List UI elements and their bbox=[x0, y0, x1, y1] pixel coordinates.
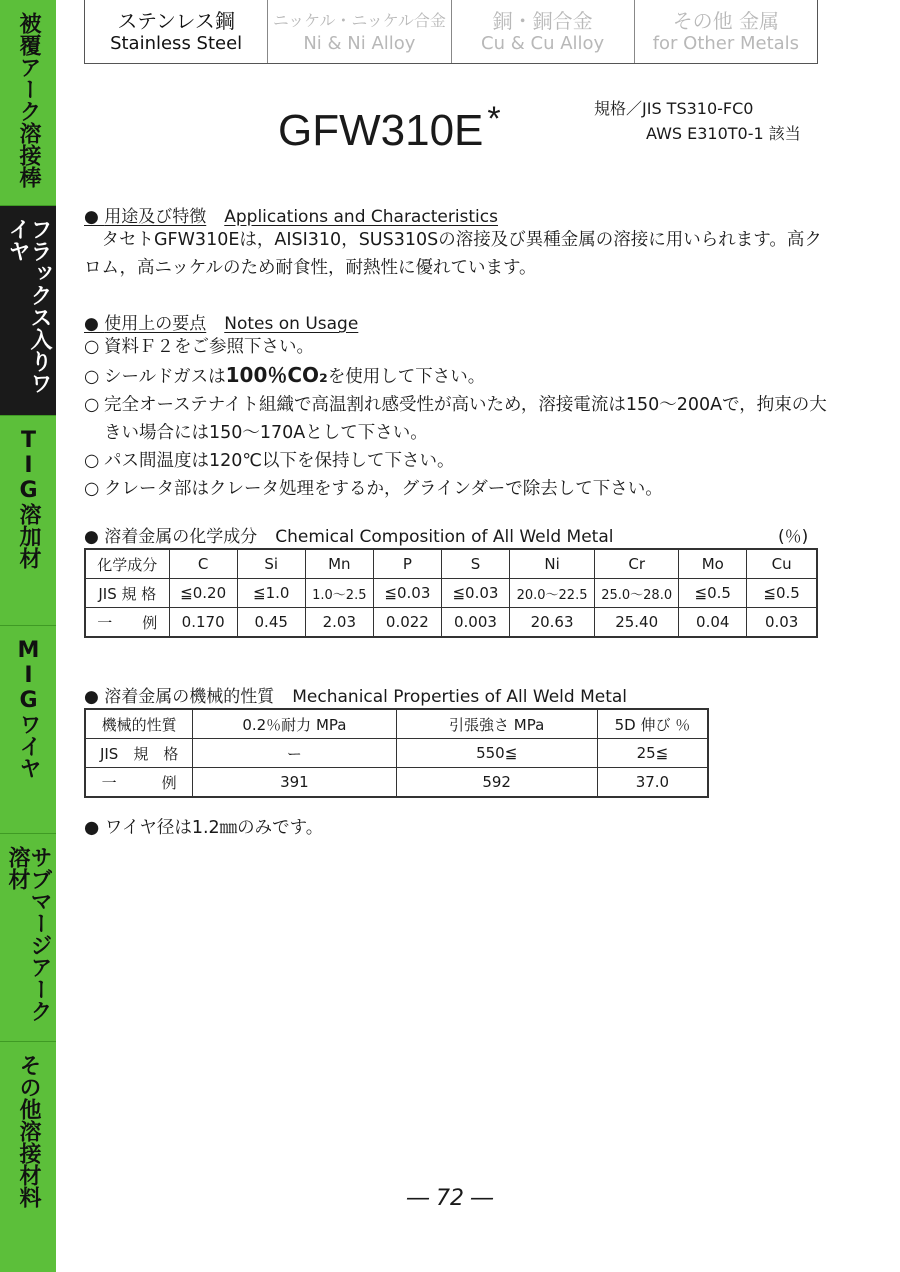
header-cell: 0.2％耐力 MPa bbox=[193, 709, 396, 739]
tab-other-metals[interactable] bbox=[635, 0, 817, 63]
header-cell: 5D 伸び ％ bbox=[597, 709, 708, 739]
row-label: JIS 規 格 bbox=[85, 739, 193, 768]
sidebar-tab-flux-cored-wire[interactable]: フラックス入りワイヤ bbox=[0, 206, 56, 416]
sidebar-tab-covered-electrode[interactable]: 被覆アーク溶接棒 bbox=[0, 0, 56, 206]
header-cell: Si bbox=[237, 549, 305, 579]
applications-text: タセトGFW310Eは，AISI310，SUS310Sの溶接及び異種金属の溶接に用いられます。高クロム，高ニッケルのため耐食性，耐熱性に優れています。 bbox=[84, 230, 822, 278]
row-label: 一 例 bbox=[85, 608, 169, 638]
table-cell: ≦0.03 bbox=[441, 579, 509, 608]
header-cell: Ni bbox=[510, 549, 595, 579]
header-cell: 化学成分 bbox=[85, 549, 169, 579]
tab-label-jp: 銅・銅合金 bbox=[492, 8, 593, 33]
header-cell: 引張強さ MPa bbox=[396, 709, 597, 739]
notes-heading: ● 使用上の要点 Notes on Usage bbox=[84, 314, 359, 334]
note-item: ○ シールドガスは100％CO₂を使用して下さい。 bbox=[84, 361, 834, 391]
tab-label-jp: ステンレス鋼 bbox=[117, 8, 235, 33]
tab-label-en: Cu & Cu Alloy bbox=[481, 32, 605, 54]
product-title bbox=[278, 100, 501, 156]
sidebar-tab-mig-wire[interactable]: MIGワイヤ bbox=[0, 626, 56, 834]
table-cell: ≦0.5 bbox=[679, 579, 747, 608]
table-row bbox=[85, 739, 708, 768]
table-cell: 0.45 bbox=[237, 608, 305, 638]
wire-diameter-note: ● ワイヤ径は1.2㎜のみです。 bbox=[84, 818, 324, 838]
header-cell: S bbox=[441, 549, 509, 579]
sidebar-tab-other-materials[interactable]: その他溶接材料 bbox=[16, 1054, 41, 1208]
chemical-table bbox=[84, 548, 818, 638]
table-header-row bbox=[85, 709, 708, 739]
table-cell: ≦1.0 bbox=[237, 579, 305, 608]
table-cell: 20.0～22.5 bbox=[510, 579, 595, 608]
note-item: ○ パス間温度は120℃以下を保持して下さい。 bbox=[84, 447, 834, 475]
tab-label-jp: その他 金属 bbox=[672, 8, 780, 33]
table-cell: 20.63 bbox=[510, 608, 595, 638]
product-mark: * bbox=[487, 100, 501, 138]
header-cell: P bbox=[373, 549, 441, 579]
applications-heading: ● 用途及び特徴 Applications and Characteristics bbox=[84, 207, 498, 227]
table-cell: ≦0.20 bbox=[169, 579, 237, 608]
mechanical-table bbox=[84, 708, 709, 798]
tab-label-en: for Other Metals bbox=[652, 32, 800, 54]
table-cell: 391 bbox=[193, 768, 396, 798]
table-row bbox=[85, 768, 708, 798]
header-cell: Mn bbox=[305, 549, 373, 579]
table-header-row bbox=[85, 549, 817, 579]
header-cell: Cu bbox=[747, 549, 817, 579]
sidebar-tab-tig-filler[interactable]: TIG溶加材 bbox=[0, 416, 56, 626]
table-cell: 25.0～28.0 bbox=[595, 579, 679, 608]
table-cell: 25.40 bbox=[595, 608, 679, 638]
table-cell: 25≦ bbox=[597, 739, 708, 768]
table-cell: ≦0.03 bbox=[373, 579, 441, 608]
tab-stainless-steel[interactable] bbox=[85, 0, 268, 63]
notes-list bbox=[84, 333, 834, 503]
table-cell: 37.0 bbox=[597, 768, 708, 798]
table-cell: 0.003 bbox=[441, 608, 509, 638]
sidebar bbox=[0, 0, 56, 1272]
row-label: 一 例 bbox=[85, 768, 193, 798]
table-cell: 0.03 bbox=[747, 608, 817, 638]
page-number: ― 72 ― bbox=[407, 1186, 493, 1211]
table-row bbox=[85, 608, 817, 638]
table-cell: 1.0～2.5 bbox=[305, 579, 373, 608]
spec-aws: AWS E310T0-1 該当 bbox=[646, 124, 801, 143]
header-cell: Cr bbox=[595, 549, 679, 579]
note-item: ○ 完全オーステナイト組織で高温割れ感受性が高いため，溶接電流は150～200Aで，拘束の大きい場合には150～170Aとして下さい。 bbox=[84, 391, 834, 447]
product-name: GFW310E bbox=[278, 106, 484, 155]
table-cell: 550≦ bbox=[396, 739, 597, 768]
tab-copper-alloy[interactable] bbox=[452, 0, 635, 63]
chemical-unit: (％) bbox=[778, 527, 809, 547]
header-cell: 機械的性質 bbox=[85, 709, 193, 739]
tab-nickel-alloy[interactable] bbox=[268, 0, 451, 63]
table-cell: 592 bbox=[396, 768, 597, 798]
table-cell: ー bbox=[193, 739, 396, 768]
mechanical-heading: ● 溶着金属の機械的性質 Mechanical Properties of All Weld Metal bbox=[84, 687, 628, 707]
chemical-heading: ● 溶着金属の化学成分 Chemical Composition of All Weld Metal bbox=[84, 527, 614, 547]
header-cell: C bbox=[169, 549, 237, 579]
table-cell: ≦0.5 bbox=[747, 579, 817, 608]
row-label: JIS 規 格 bbox=[85, 579, 169, 608]
tab-label-jp: ニッケル・ニッケル合金 bbox=[272, 10, 446, 30]
note-item: ○ クレータ部はクレータ処理をするか，グラインダーで除去して下さい。 bbox=[84, 475, 834, 503]
spec-jis: 規格／JIS TS310-FC0 bbox=[594, 99, 754, 118]
table-row bbox=[85, 579, 817, 608]
sidebar-tab-submerged-arc[interactable]: サブマージアーク溶材 bbox=[0, 834, 56, 1042]
table-cell: 0.022 bbox=[373, 608, 441, 638]
header-cell: Mo bbox=[679, 549, 747, 579]
category-tabs bbox=[84, 0, 818, 64]
tab-label-en: Stainless Steel bbox=[110, 32, 243, 54]
table-cell: 0.170 bbox=[169, 608, 237, 638]
table-cell: 0.04 bbox=[679, 608, 747, 638]
table-cell: 2.03 bbox=[305, 608, 373, 638]
tab-label-en: Ni & Ni Alloy bbox=[303, 32, 416, 54]
note-item: ○ 資料Ｆ２をご参照下さい。 bbox=[84, 333, 834, 361]
